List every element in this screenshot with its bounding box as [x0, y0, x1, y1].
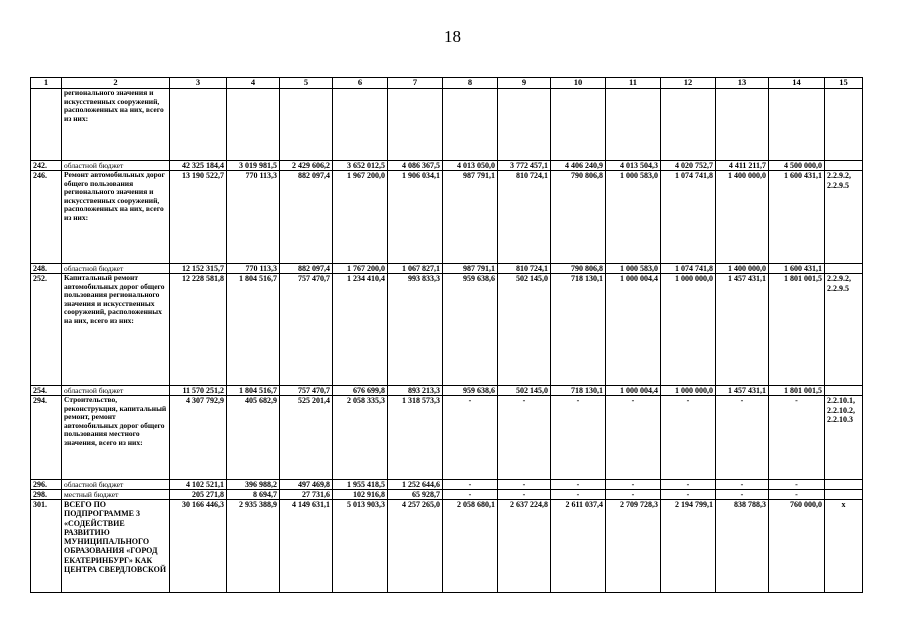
amount-cell: -: [551, 480, 606, 490]
amount-cell: 205 271,8: [170, 490, 227, 500]
amount-cell: [498, 89, 551, 161]
amount-cell: -: [769, 396, 825, 480]
amount-cell: 1 000 004,4: [606, 386, 661, 396]
program-description: Ремонт автомобильных дорог общего пользования регионального значения и искусственных сооружений, расположенных на них, всего из них:: [62, 171, 170, 264]
amount-cell: 405 682,9: [227, 396, 280, 480]
amount-cell: -: [606, 396, 661, 480]
amount-cell: -: [716, 480, 769, 490]
amount-cell: 1 252 644,6: [388, 480, 443, 490]
amount-cell: -: [551, 396, 606, 480]
amount-cell: 4 307 792,9: [170, 396, 227, 480]
amount-cell: 1 000 000,0: [661, 386, 716, 396]
row-number: 301.: [31, 500, 62, 593]
amount-cell: [769, 89, 825, 161]
amount-cell: -: [606, 490, 661, 500]
amount-cell: 4 149 631,1: [280, 500, 333, 593]
header-cell: 1: [31, 78, 62, 89]
row-number: [31, 89, 62, 161]
amount-cell: 757 470,7: [280, 386, 333, 396]
amount-cell: 1 457 431,1: [716, 274, 769, 386]
amount-cell: 2 935 388,9: [227, 500, 280, 593]
amount-cell: 1 804 516,7: [227, 386, 280, 396]
target-code: x: [825, 500, 863, 593]
header-cell: 2: [62, 78, 170, 89]
program-row: [31, 89, 863, 161]
amount-cell: 959 638,6: [443, 274, 498, 386]
header-cell: 12: [661, 78, 716, 89]
amount-cell: 2 637 224,8: [498, 500, 551, 593]
amount-cell: [280, 89, 333, 161]
amount-cell: 1 955 418,5: [333, 480, 388, 490]
amount-cell: 11 570 251,2: [170, 386, 227, 396]
amount-cell: [227, 89, 280, 161]
row-number: 248.: [31, 264, 62, 274]
amount-cell: -: [498, 396, 551, 480]
program-row: [31, 171, 863, 264]
amount-cell: 838 788,3: [716, 500, 769, 593]
amount-cell: -: [661, 396, 716, 480]
amount-cell: 1 457 431,1: [716, 386, 769, 396]
amount-cell: [388, 89, 443, 161]
amount-cell: 1 000 004,4: [606, 274, 661, 386]
amount-cell: 1 234 410,4: [333, 274, 388, 386]
amount-cell: 882 097,4: [280, 171, 333, 264]
amount-cell: 12 152 315,7: [170, 264, 227, 274]
amount-cell: 893 213,3: [388, 386, 443, 396]
budget-source-label: областной бюджет: [62, 386, 170, 396]
amount-cell: 42 325 184,4: [170, 161, 227, 171]
amount-cell: 27 731,6: [280, 490, 333, 500]
amount-cell: 4 013 050,0: [443, 161, 498, 171]
amount-cell: 770 113,3: [227, 171, 280, 264]
program-row: [31, 274, 863, 386]
target-code: [825, 480, 863, 490]
header-cell: 15: [825, 78, 863, 89]
amount-cell: -: [551, 490, 606, 500]
amount-cell: 4 020 752,7: [661, 161, 716, 171]
header-cell: 4: [227, 78, 280, 89]
program-description: регионального значения и искусственных сооружений, расположенных на них, всего из них:: [62, 89, 170, 161]
amount-cell: 4 411 211,7: [716, 161, 769, 171]
amount-cell: 1 767 200,0: [333, 264, 388, 274]
amount-cell: 8 694,7: [227, 490, 280, 500]
amount-cell: -: [661, 490, 716, 500]
row-number: 294.: [31, 396, 62, 480]
amount-cell: -: [498, 480, 551, 490]
target-code: 2.2.9.2, 2.2.9.5: [825, 171, 863, 264]
page-number: 18: [444, 27, 461, 46]
amount-cell: 1 074 741,8: [661, 264, 716, 274]
amount-cell: 1 600 431,1: [769, 264, 825, 274]
amount-cell: 4 406 240,9: [551, 161, 606, 171]
amount-cell: 993 833,3: [388, 274, 443, 386]
amount-cell: [170, 89, 227, 161]
amount-cell: 2 194 799,1: [661, 500, 716, 593]
target-code: [825, 89, 863, 161]
program-description: Строительство, реконструкция, капитальный ремонт, ремонт автомобильных дорог общего пользования местного значения, всего из них:: [62, 396, 170, 480]
amount-cell: -: [661, 480, 716, 490]
row-number: 254.: [31, 386, 62, 396]
amount-cell: 987 791,1: [443, 171, 498, 264]
amount-cell: 12 228 581,8: [170, 274, 227, 386]
program-description: ВСЕГО ПО ПОДПРОГРАММЕ 3 «СОДЕЙСТВИЕ РАЗВИТИЮ МУНИЦИПАЛЬНОГО ОБРАЗОВАНИЯ «ГОРОД ЕКАТЕРИНБУРГ» КАК ЦЕНТРА СВЕРДЛОВСКОЙ: [62, 500, 170, 593]
budget-source-label: областной бюджет: [62, 480, 170, 490]
row-number: 246.: [31, 171, 62, 264]
amount-cell: 1 318 573,3: [388, 396, 443, 480]
program-row: [31, 396, 863, 480]
amount-cell: 4 086 367,5: [388, 161, 443, 171]
amount-cell: 882 097,4: [280, 264, 333, 274]
amount-cell: 1 000 583,0: [606, 171, 661, 264]
amount-cell: 3 019 981,5: [227, 161, 280, 171]
amount-cell: 4 500 000,0: [769, 161, 825, 171]
amount-cell: -: [769, 480, 825, 490]
budget-source-row: [31, 480, 863, 490]
amount-cell: 65 928,7: [388, 490, 443, 500]
budget-source-row: [31, 490, 863, 500]
amount-cell: 1 967 200,0: [333, 171, 388, 264]
amount-cell: 525 201,4: [280, 396, 333, 480]
header-cell: 3: [170, 78, 227, 89]
amount-cell: -: [443, 490, 498, 500]
row-number: 242.: [31, 161, 62, 171]
budget-source-row: [31, 386, 863, 396]
amount-cell: 1 000 583,0: [606, 264, 661, 274]
amount-cell: 959 638,6: [443, 386, 498, 396]
amount-cell: 810 724,1: [498, 264, 551, 274]
program-description: Капитальный ремонт автомобильных дорог общего пользования регионального значения и искусственных сооружений, расположенных на них, всего из них:: [62, 274, 170, 386]
amount-cell: 102 916,8: [333, 490, 388, 500]
budget-source-row: [31, 161, 863, 171]
amount-cell: [661, 89, 716, 161]
amount-cell: 2 709 728,3: [606, 500, 661, 593]
budget-source-row: [31, 264, 863, 274]
target-code: [825, 386, 863, 396]
target-code: 2.2.10.1, 2.2.10.2, 2.2.10.3: [825, 396, 863, 480]
amount-cell: 1 400 000,0: [716, 171, 769, 264]
amount-cell: 1 906 034,1: [388, 171, 443, 264]
amount-cell: 502 145,0: [498, 386, 551, 396]
amount-cell: 987 791,1: [443, 264, 498, 274]
amount-cell: [443, 89, 498, 161]
amount-cell: 4 102 521,1: [170, 480, 227, 490]
amount-cell: 3 652 012,5: [333, 161, 388, 171]
target-code: [825, 490, 863, 500]
amount-cell: 396 988,2: [227, 480, 280, 490]
amount-cell: 718 130,1: [551, 386, 606, 396]
amount-cell: 3 772 457,1: [498, 161, 551, 171]
target-code: 2.2.9.2, 2.2.9.5: [825, 274, 863, 386]
amount-cell: 770 113,3: [227, 264, 280, 274]
amount-cell: 2 611 037,4: [551, 500, 606, 593]
header-cell: 13: [716, 78, 769, 89]
row-number: 296.: [31, 480, 62, 490]
budget-source-label: областной бюджет: [62, 161, 170, 171]
amount-cell: 2 058 680,1: [443, 500, 498, 593]
header-cell: 5: [280, 78, 333, 89]
amount-cell: [716, 89, 769, 161]
amount-cell: 810 724,1: [498, 171, 551, 264]
amount-cell: -: [443, 480, 498, 490]
amount-cell: 790 806,8: [551, 264, 606, 274]
amount-cell: [551, 89, 606, 161]
header-cell: 11: [606, 78, 661, 89]
header-cell: 8: [443, 78, 498, 89]
amount-cell: 790 806,8: [551, 171, 606, 264]
amount-cell: -: [769, 490, 825, 500]
amount-cell: 30 166 446,3: [170, 500, 227, 593]
amount-cell: [333, 89, 388, 161]
amount-cell: 718 130,1: [551, 274, 606, 386]
amount-cell: 4 257 265,0: [388, 500, 443, 593]
amount-cell: 760 000,0: [769, 500, 825, 593]
amount-cell: 2 058 335,3: [333, 396, 388, 480]
amount-cell: 1 400 000,0: [716, 264, 769, 274]
header-cell: 7: [388, 78, 443, 89]
header-cell: 6: [333, 78, 388, 89]
row-number: 252.: [31, 274, 62, 386]
amount-cell: -: [606, 480, 661, 490]
amount-cell: 13 190 522,7: [170, 171, 227, 264]
amount-cell: -: [498, 490, 551, 500]
amount-cell: 4 013 504,3: [606, 161, 661, 171]
header-cell: 14: [769, 78, 825, 89]
budget-source-label: областной бюджет: [62, 264, 170, 274]
amount-cell: -: [716, 396, 769, 480]
amount-cell: 2 429 606,2: [280, 161, 333, 171]
amount-cell: 1 801 001,5: [769, 386, 825, 396]
amount-cell: -: [716, 490, 769, 500]
budget-table: [30, 77, 863, 593]
amount-cell: 5 013 903,3: [333, 500, 388, 593]
amount-cell: 676 699,8: [333, 386, 388, 396]
target-code: [825, 264, 863, 274]
header-cell: 10: [551, 78, 606, 89]
budget-source-label: местный бюджет: [62, 490, 170, 500]
header-cell: 9: [498, 78, 551, 89]
amount-cell: [606, 89, 661, 161]
amount-cell: 1 804 516,7: [227, 274, 280, 386]
amount-cell: -: [443, 396, 498, 480]
amount-cell: 1 074 741,8: [661, 171, 716, 264]
target-code: [825, 161, 863, 171]
amount-cell: 1 600 431,1: [769, 171, 825, 264]
amount-cell: 1 801 001,5: [769, 274, 825, 386]
row-number: 298.: [31, 490, 62, 500]
amount-cell: 757 470,7: [280, 274, 333, 386]
amount-cell: 1 067 827,1: [388, 264, 443, 274]
header-row: [31, 78, 863, 89]
amount-cell: 502 145,0: [498, 274, 551, 386]
amount-cell: 1 000 000,0: [661, 274, 716, 386]
amount-cell: 497 469,8: [280, 480, 333, 490]
program-row: [31, 500, 863, 593]
